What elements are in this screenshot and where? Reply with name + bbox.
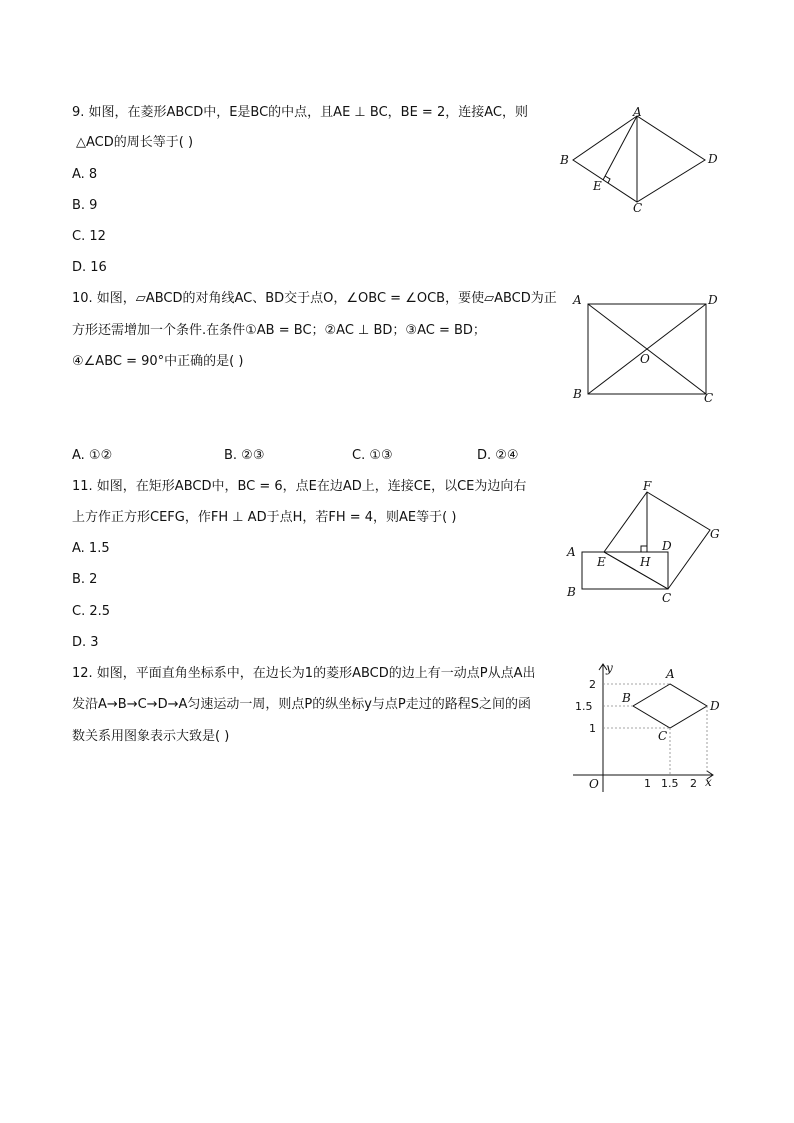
- q10-label-b: B: [573, 387, 582, 401]
- q10-label-c: C: [704, 391, 714, 405]
- q10-label-o: O: [640, 352, 650, 366]
- q11-label-g: G: [710, 527, 720, 541]
- q9-segment-ae: [603, 116, 637, 180]
- q12-y-tick-1: 1: [589, 722, 596, 735]
- q12-label-a: A: [666, 667, 675, 681]
- q12-label-x: x: [705, 775, 712, 789]
- q11-stem-line-1: 11. 如图，在矩形ABCD中，BC = 6，点E在边AD上，连接CE，以CE为边向右: [72, 479, 527, 494]
- q12-stem-line-2: 发沿A→B→C→D→A匀速运动一周，则点P的纵坐标y与点P走过的路程S之间的函: [72, 697, 531, 712]
- q10-stem-line-1: 10. 如图，▱ABCD的对角线AC、BD交于点O，∠OBC = ∠OCB，要使▱ABCD为正: [72, 291, 557, 306]
- q11-segment-ce: [604, 552, 668, 589]
- q10-option-a: A. ①②: [72, 448, 113, 463]
- q12-rhombus-abcd: [633, 684, 707, 728]
- q11-option-c: C. 2.5: [72, 604, 111, 619]
- q9-stem-line-1: 9. 如图，在菱形ABCD中，E是BC的中点，且AE ⊥ BC，BE = 2，连接AC，则: [72, 105, 528, 120]
- q12-x-tick-2: 2: [690, 777, 697, 790]
- q9-rhombus-figure: [555, 104, 725, 214]
- q12-coordinate-figure: [565, 660, 730, 795]
- q11-label-b: B: [567, 585, 576, 599]
- q10-label-d: D: [708, 293, 718, 307]
- q11-rectangle-abcd: [582, 552, 668, 589]
- q10-label-a: A: [573, 293, 582, 307]
- q11-option-d: D. 3: [72, 635, 99, 650]
- q9-label-b: B: [560, 153, 569, 167]
- q12-label-o: O: [589, 777, 599, 791]
- q10-option-c: C. ①③: [352, 448, 393, 463]
- q11-label-h: H: [640, 555, 651, 569]
- q11-stem-line-2: 上方作正方形CEFG，作FH ⊥ AD于点H，若FH = 4，则AE等于( ): [72, 510, 457, 525]
- q9-option-a: A. 8: [72, 167, 98, 182]
- q12-label-c: C: [658, 729, 668, 743]
- q10-stem-line-2: 方形还需增加一个条件.在条件①AB = BC；②AC ⊥ BD；③AC = BD；: [72, 323, 486, 338]
- q11-label-d: D: [662, 539, 672, 553]
- q11-label-c: C: [662, 591, 672, 605]
- q12-label-y: y: [606, 661, 613, 675]
- q12-stem-line-3: 数关系用图象表示大致是( ): [72, 729, 230, 744]
- q11-option-b: B. 2: [72, 572, 98, 587]
- q10-stem-line-3: ④∠ABC = 90°中正确的是( ): [72, 354, 244, 369]
- q9-option-d: D. 16: [72, 260, 107, 275]
- q10-option-d: D. ②④: [477, 448, 519, 463]
- q11-label-a: A: [567, 545, 576, 559]
- q12-label-b: B: [622, 691, 631, 705]
- q10-option-b: B. ②③: [224, 448, 265, 463]
- q10-square-figure: [565, 290, 730, 408]
- q12-label-d: D: [710, 699, 720, 713]
- q9-option-b: B. 9: [72, 198, 98, 213]
- q12-stem-line-1: 12. 如图，平面直角坐标系中，在边长为1的菱形ABCD的边上有一动点P从点A出: [72, 666, 536, 681]
- q9-label-e: E: [593, 179, 602, 193]
- q9-label-d: D: [708, 152, 718, 166]
- q11-square-figure: [560, 474, 735, 609]
- q9-label-c: C: [633, 201, 643, 214]
- q9-stem-line-2: △ACD的周长等于( ): [76, 135, 194, 150]
- q12-y-tick-1-5: 1.5: [575, 700, 593, 713]
- q11-label-f: F: [643, 479, 652, 493]
- q11-option-a: A. 1.5: [72, 541, 110, 556]
- q9-label-a: A: [633, 105, 642, 119]
- q9-option-c: C. 12: [72, 229, 106, 244]
- q12-y-tick-2: 2: [589, 678, 596, 691]
- q12-x-tick-1: 1: [644, 777, 651, 790]
- q11-square-cefg: [604, 492, 710, 589]
- q11-right-angle-mark: [641, 546, 647, 552]
- q11-label-e: E: [597, 555, 606, 569]
- q12-x-tick-1-5: 1.5: [661, 777, 679, 790]
